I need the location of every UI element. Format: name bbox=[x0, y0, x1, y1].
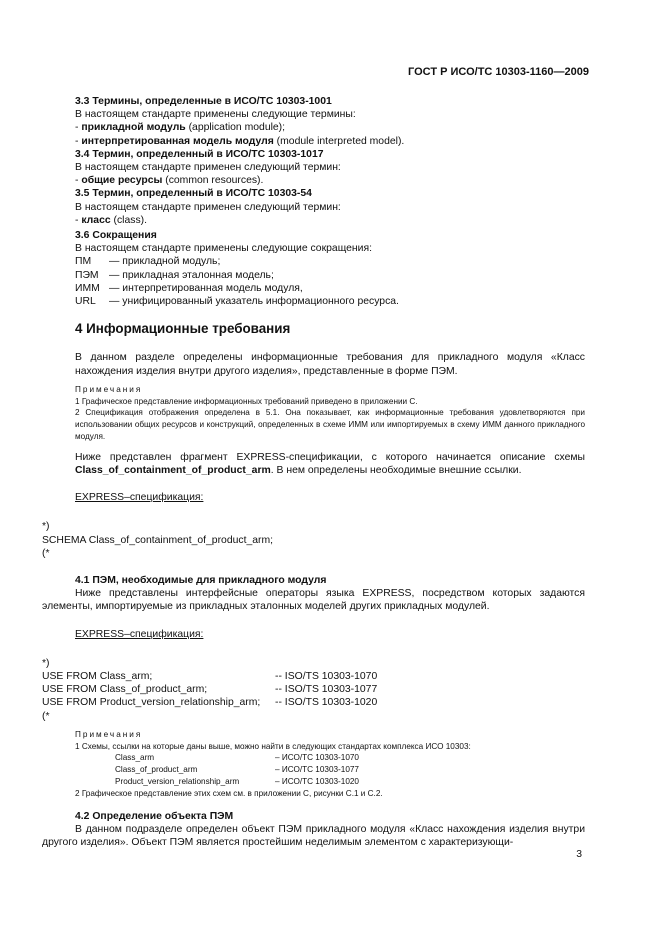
code-line: SCHEMA Class_of_containment_of_product_arm; bbox=[42, 534, 274, 546]
document-header: ГОСТ Р ИСО/ТС 10303-1160—2009 bbox=[408, 66, 589, 78]
use-from-block bbox=[42, 657, 585, 723]
section-4-1-notes bbox=[75, 729, 585, 800]
note-item: 2 Спецификация отображения определена в 5.1. Она показывает, как информационные требования удовлетворяются при использовании общих ресурсов и конструкций, определенных в схеме ИММ или импортируемых в схему ИММ данного прикладного модуля. bbox=[75, 408, 585, 442]
term-item: - общие ресурсы (common resources). bbox=[75, 175, 264, 187]
section-4-2-paragraph: В данном подразделе определен объект ПЭМ прикладного модуля «Класс нахождения изделия внутри другого изделия». Объект ПЭМ является простейшим неделимым элементом с характеризующи- bbox=[42, 823, 585, 849]
term-item: - интерпретированная модель модуля (module interpreted model). bbox=[75, 135, 405, 147]
code-line: *) bbox=[42, 657, 50, 669]
notes-title: Примечания bbox=[75, 729, 143, 739]
term-item: - класс (class). bbox=[75, 214, 147, 226]
section-3-6-intro: В настоящем стандарте применены следующие сокращения: bbox=[75, 243, 372, 255]
section-3-6-heading: 3.6 Сокращения bbox=[75, 230, 157, 242]
note-item: 1 Графическое представление информационных требований приведено в приложении С. bbox=[75, 396, 418, 406]
code-line: (* bbox=[42, 710, 50, 722]
section-3-4-intro: В настоящем стандарте применен следующий термин: bbox=[75, 162, 341, 174]
express-spec-label: EXPRESS–спецификация: bbox=[75, 492, 204, 504]
section-3-4-heading: 3.4 Термин, определенный в ИСО/ТС 10303-1017 bbox=[75, 148, 324, 160]
section-4-paragraph-2: Ниже представлен фрагмент EXPRESS-спецификации, с которого начинается описание схемы Class_of_containment_of_product_arm. В нем определены необходимые внешние ссылки. bbox=[75, 451, 585, 477]
use-from-row: USE FROM Class_of_product_arm; -- ISO/TS 10303-1077 bbox=[42, 684, 378, 696]
term-item: - прикладной модуль (application module); bbox=[75, 122, 286, 134]
abbreviation-row: ПЭМ — прикладная эталонная модель; bbox=[75, 269, 274, 281]
section-4-paragraph: В данном разделе определены информационные требования для прикладного модуля «Класс нахождения изделия внутри другого изделия», представленные в форме ПЭМ. bbox=[75, 352, 585, 377]
section-3-5-heading: 3.5 Термин, определенный в ИСО/ТС 10303-54 bbox=[75, 188, 312, 200]
standard-ref-row: Class_of_product_arm – ИСО/ТС 10303-1077 bbox=[115, 765, 359, 775]
note-item: 1 Схемы, ссылки на которые даны выше, можно найти в следующих стандартах комплекса ИСО 10303: bbox=[75, 741, 471, 751]
abbreviation-row: ПМ — прикладной модуль; bbox=[75, 256, 221, 268]
abbreviation-row: URL — унифицированный указатель информационного ресурса. bbox=[75, 296, 399, 308]
standard-ref-row: Class_arm – ИСО/ТС 10303-1070 bbox=[115, 753, 359, 763]
section-4-1-heading: 4.1 ПЭМ, необходимые для прикладного модуля bbox=[75, 575, 327, 587]
use-from-row: USE FROM Class_arm; -- ISO/TS 10303-1070 bbox=[42, 671, 378, 683]
section-4-1-paragraph: Ниже представлены интерфейсные операторы языка EXPRESS, посредством которых задаются элементы, импортируемые из прикладных эталонных моделей других прикладных модулей. bbox=[42, 588, 585, 613]
notes-title: Примечания bbox=[75, 384, 143, 394]
section-3-5-intro: В настоящем стандарте применен следующий термин: bbox=[75, 201, 341, 213]
abbreviation-row: ИММ — интерпретированная модель модуля, bbox=[75, 282, 303, 294]
section-3-3-heading: 3.3 Термины, определенные в ИСО/ТС 10303-1001 bbox=[75, 96, 332, 107]
section-4-heading: 4 Информационные требования bbox=[75, 321, 291, 337]
section-3-3-intro: В настоящем стандарте применены следующие термины: bbox=[75, 109, 356, 121]
section-4-2-heading: 4.2 Определение объекта ПЭМ bbox=[75, 810, 234, 822]
use-from-row: USE FROM Product_version_relationship_arm; -- ISO/TS 10303-1020 bbox=[42, 697, 378, 709]
standard-ref-row: Product_version_relationship_arm – ИСО/ТС 10303-1020 bbox=[115, 777, 359, 787]
code-line: (* bbox=[42, 547, 50, 559]
section-4-notes bbox=[75, 384, 585, 443]
code-line: *) bbox=[42, 521, 50, 533]
note-item: 2 Графическое представление этих схем см. в приложении С, рисунки С.1 и С.2. bbox=[75, 788, 383, 798]
express-spec-label: EXPRESS–спецификация: bbox=[75, 628, 204, 640]
page-number: 3 bbox=[576, 849, 582, 860]
document-body bbox=[42, 95, 585, 849]
